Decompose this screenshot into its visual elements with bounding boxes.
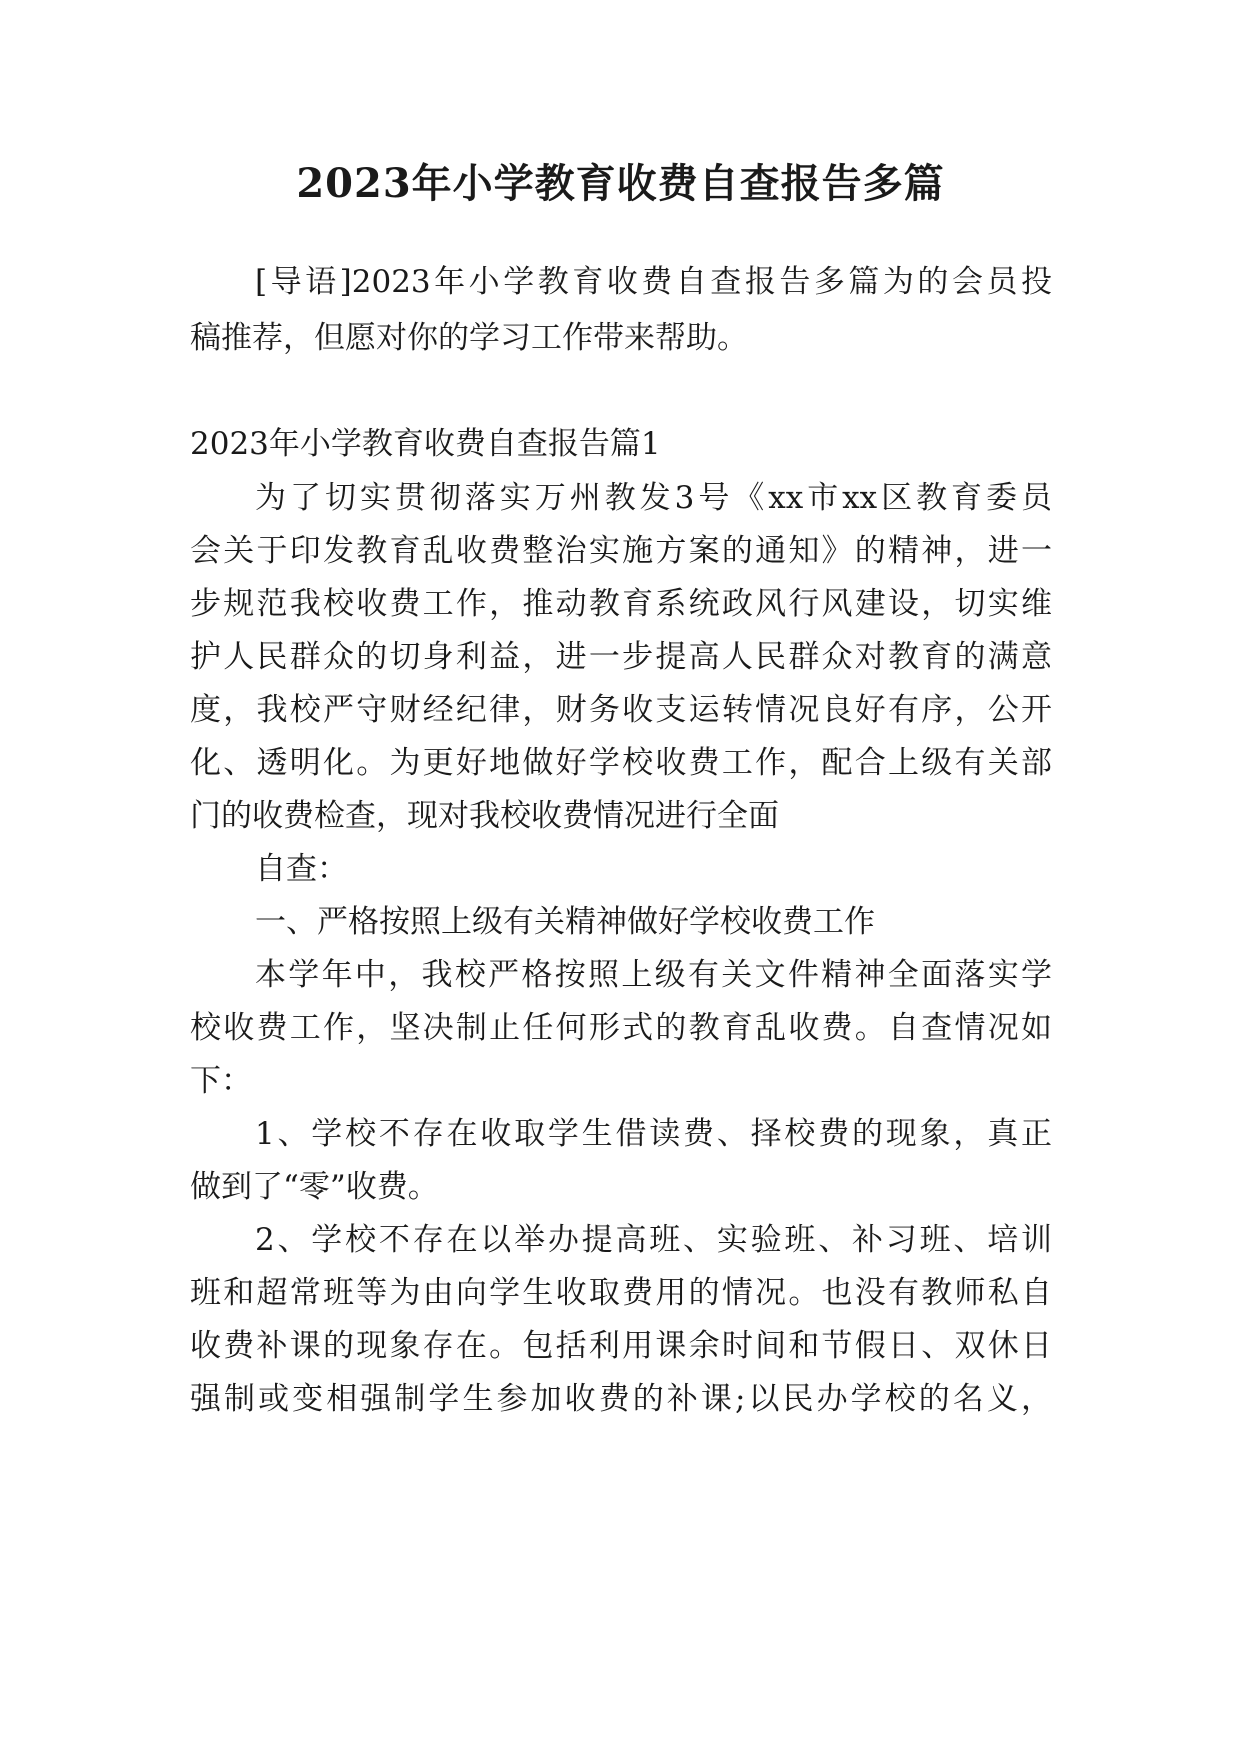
document-title: 2023年小学教育收费自查报告多篇 [296, 160, 945, 207]
subheading-1: 一、严格按照上级有关精神做好学校收费工作 [255, 904, 875, 940]
body-line-1: 为了切实贯彻落实万州教发3号《xx市xx区教育委员 [255, 480, 1052, 516]
item-1-line-2: 做到了“零”收费。 [190, 1169, 439, 1205]
body-line-6: 化、透明化。为更好地做好学校收费工作，配合上级有关部 [190, 745, 1052, 781]
item-2-line-1: 2、学校不存在以举办提高班、实验班、补习班、培训 [255, 1222, 1052, 1258]
body-line-2: 会关于印发教育乱收费整治实施方案的通知》的精神，进一 [190, 533, 1052, 569]
intro-line-1: [导语]2023年小学教育收费自查报告多篇为的会员投 [255, 264, 1052, 300]
body-line-7: 门的收费检查，现对我校收费情况进行全面 [190, 798, 779, 834]
body-line-9: 本学年中，我校严格按照上级有关文件精神全面落实学 [255, 957, 1052, 993]
body-line-8: 自查： [255, 851, 348, 887]
intro-line-2: 稿推荐，但愿对你的学习工作带来帮助。 [190, 320, 748, 356]
body-line-5: 度，我校严守财经纪律，财务收支运转情况良好有序，公开 [190, 692, 1052, 728]
body-line-3: 步规范我校收费工作，推动教育系统政风行风建设，切实维 [190, 586, 1052, 622]
body-line-10: 校收费工作，坚决制止任何形式的教育乱收费。自查情况如 [190, 1010, 1052, 1046]
item-2-line-3: 收费补课的现象存在。包括利用课余时间和节假日、双休日 [190, 1328, 1052, 1364]
body-line-4: 护人民群众的切身利益，进一步提高人民群众对教育的满意 [190, 639, 1052, 675]
body-line-11: 下： [190, 1063, 252, 1099]
section-heading: 2023年小学教育收费自查报告篇1 [190, 426, 661, 462]
item-2-line-4: 强制或变相强制学生参加收费的补课;以民办学校的名义， [190, 1381, 1052, 1417]
item-1-line-1: 1、学校不存在收取学生借读费、择校费的现象，真正 [255, 1116, 1052, 1152]
item-2-line-2: 班和超常班等为由向学生收取费用的情况。也没有教师私自 [190, 1275, 1052, 1311]
